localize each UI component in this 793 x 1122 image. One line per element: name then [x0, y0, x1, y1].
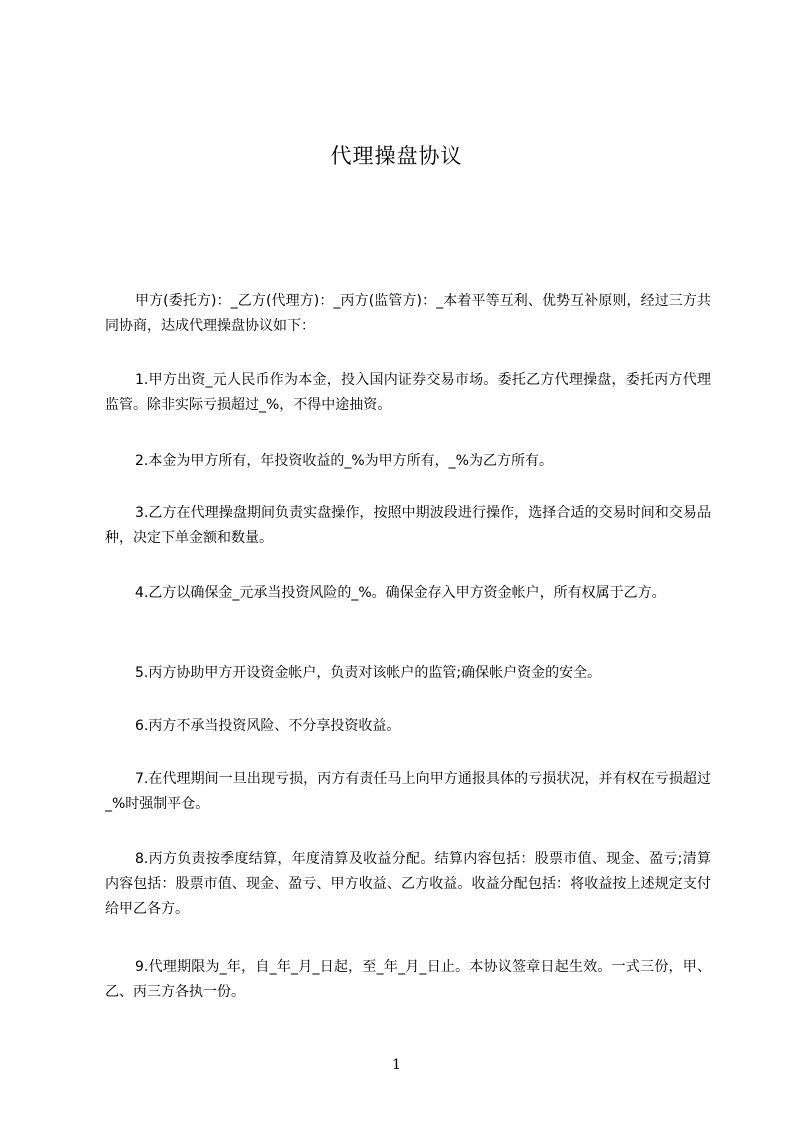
paragraph-clause-3: 3.乙方在代理操盘期间负责实盘操作，按照中期波段进行操作，选择合适的交易时间和交易品种，决定下单金额和数量。 — [105, 505, 711, 546]
page-number: 1 — [392, 1057, 401, 1073]
paragraph-clause-6: 6.丙方不承当投资风险、不分享投资收益。 — [135, 718, 401, 734]
paragraph-clause-2: 2.本金为甲方所有，年投资收益的_%为甲方所有，_%为乙方所有。 — [135, 453, 553, 469]
paragraph-clause-1: 1.甲方出资_元人民币作为本金，投入国内证券交易市场。委托乙方代理操盘，委托丙方代理监管。除非实际亏损超过_%，不得中途抽资。 — [105, 372, 711, 413]
paragraph-clause-7: 7.在代理期间一旦出现亏损，丙方有责任马上向甲方通报具体的亏损状况，并有权在亏损超过_%时强制平仓。 — [105, 771, 711, 812]
paragraph-clause-5: 5.丙方协助甲方开设资金帐户，负责对该帐户的监管;确保帐户资金的安全。 — [135, 665, 602, 681]
paragraph-preamble: 甲方(委托方)：_乙方(代理方)：_丙方(监管方)：_本着平等互利、优势互补原则，经过三方共同协商，达成代理操盘协议如下： — [105, 293, 711, 334]
paragraph-clause-4: 4.乙方以确保金_元承当投资风险的_%。确保金存入甲方资金帐户，所有权属于乙方。 — [135, 585, 666, 601]
paragraph-clause-9: 9.代理期限为_年，自_年_月_日起，至_年_月_日止。本协议签章日起生效。一式三份，甲、乙、丙三方各执一份。 — [105, 959, 711, 1000]
paragraph-clause-8: 8.丙方负责按季度结算，年度清算及收益分配。结算内容包括：股票市值、现金、盈亏;清算内容包括：股票市值、现金、盈亏、甲方收益、乙方收益。收益分配包括：将收益按上述规定支付给甲乙各方。 — [105, 851, 711, 917]
document-title: 代理操盘协议 — [330, 144, 463, 168]
